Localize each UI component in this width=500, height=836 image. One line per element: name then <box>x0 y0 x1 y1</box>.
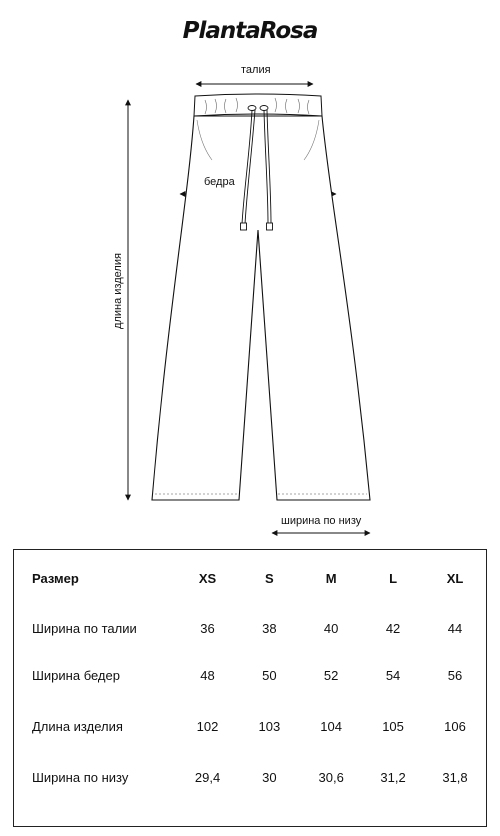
table-cell: 36 <box>200 620 215 636</box>
size-l-header: L <box>389 570 398 586</box>
table-cell: 56 <box>447 668 463 683</box>
table-cell: 54 <box>385 668 401 683</box>
table-cell: 31,8 <box>442 770 468 785</box>
size-table-box <box>13 549 487 827</box>
table-cell: 31,2 <box>380 770 406 785</box>
table-cell: 29,4 <box>194 770 221 785</box>
size-table <box>14 550 486 803</box>
row-label: Ширина бедер <box>32 668 120 683</box>
table-row <box>14 752 486 803</box>
table-cell: 44 <box>447 620 463 636</box>
table-cell: 48 <box>200 668 215 683</box>
table-row <box>14 701 486 752</box>
table-cell: 102 <box>196 719 219 734</box>
table-cell: 40 <box>323 620 339 636</box>
size-xl-header: XL <box>446 570 464 586</box>
size-s-header: S <box>265 570 274 586</box>
size-header-label: Размер <box>32 570 79 586</box>
size-table-header <box>14 550 486 606</box>
waist-label: талия <box>238 64 274 76</box>
table-cell: 105 <box>382 719 404 734</box>
brand-logo: PlantaRosa <box>182 18 318 44</box>
table-cell: 38 <box>262 620 277 636</box>
size-xs-header: XS <box>198 570 217 586</box>
row-label: Ширина по талии <box>32 620 137 636</box>
table-cell: 103 <box>258 719 281 734</box>
table-cell: 30,6 <box>318 770 344 785</box>
table-cell: 42 <box>385 620 401 636</box>
pants-outline <box>152 116 370 500</box>
table-cell: 30 <box>262 770 277 785</box>
size-m-header: M <box>325 570 337 586</box>
hip-label: бедра <box>201 176 238 188</box>
hem-label: ширина по низу <box>278 515 364 527</box>
row-label: Ширина по низу <box>32 770 129 785</box>
table-cell: 106 <box>444 719 466 734</box>
table-cell: 104 <box>320 719 342 734</box>
table-row <box>14 606 486 650</box>
table-cell: 52 <box>323 668 339 683</box>
length-label: длина изделия <box>112 253 124 329</box>
waistband <box>194 94 322 116</box>
table-row <box>14 650 486 701</box>
row-label: Длина изделия <box>32 719 123 734</box>
table-cell: 50 <box>262 668 277 683</box>
